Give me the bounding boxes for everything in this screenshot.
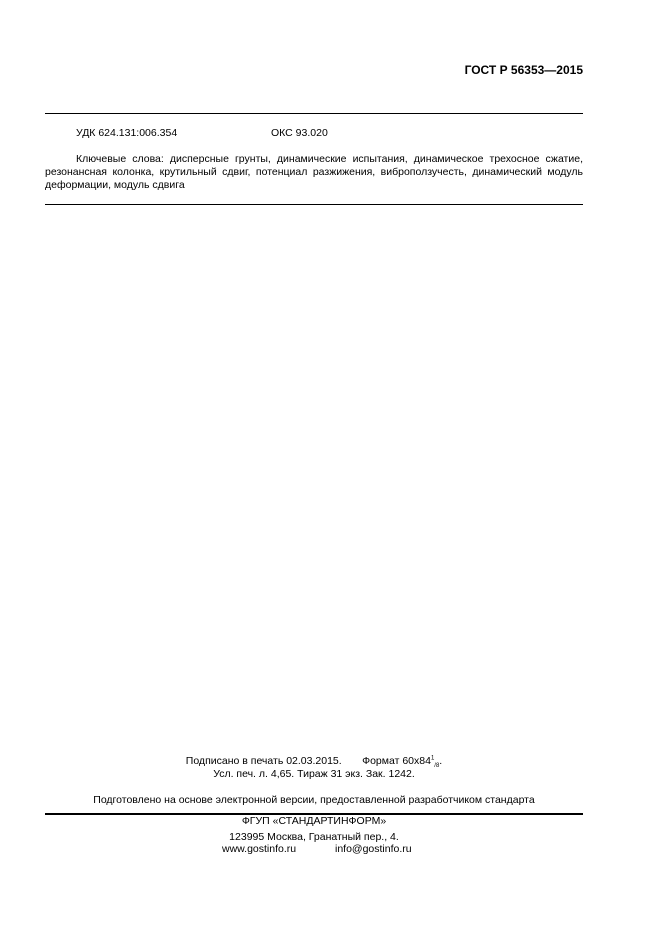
print-info: Усл. печ. л. 4,65. Тираж 31 экз. Зак. 1242. [213,768,415,780]
top-divider [45,113,583,114]
signed-line [14,755,614,769]
signed-date: Подписано в печать 02.03.2015. [185,755,342,767]
oks-code: ОКС 93.020 [271,127,328,139]
format-text: Формат 60x84 [362,755,431,767]
keywords-paragraph: Ключевые слова: дисперсные грунты, динамические испытания, динамическое трехосное сжатие, резонансная колонка, крутильный сдвиг, потенциал разжижения, виброползучесть, динамический модуль деформации, модуль сдвига [45,153,583,191]
format-sup: 1 [430,755,435,762]
format-sub: /8 [434,763,440,770]
paper-format [362,755,443,770]
format-end: . [439,755,443,767]
publisher-name: ФГУП «СТАНДАРТИНФОРМ» [241,815,387,827]
prepared-note: Подготовлено на основе электронной версии, предоставленной разработчиком стандарта [93,794,535,806]
keywords-divider [45,204,583,205]
publisher-address: 123995 Москва, Гранатный пер., 4. [229,831,399,843]
website-link[interactable]: www.gostinfo.ru [222,843,297,855]
email-link[interactable]: info@gostinfo.ru [335,843,412,855]
standard-designation: ГОСТ Р 56353—2015 [464,63,583,77]
udc-code: УДК 624.131:006.354 [76,127,178,139]
